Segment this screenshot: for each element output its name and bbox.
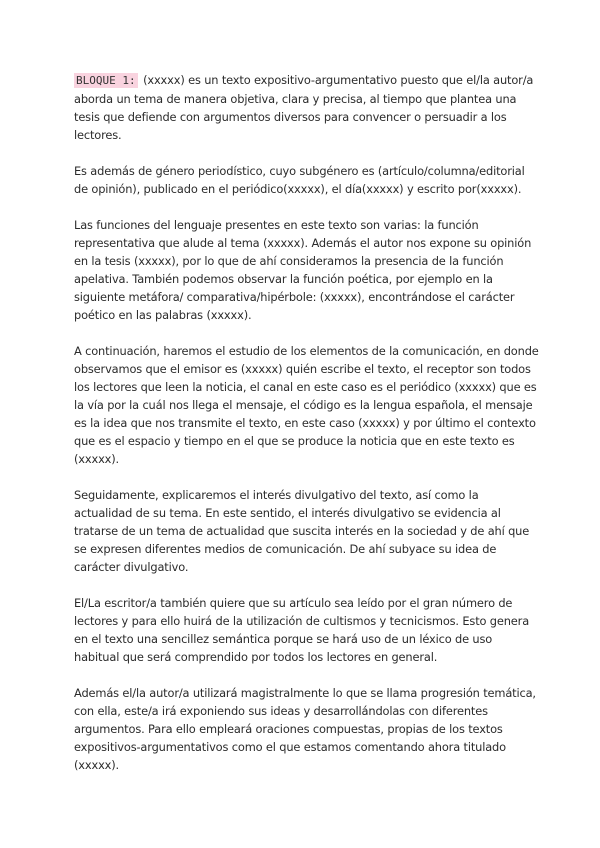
- paragraph-4: A continuación, haremos el estudio de los elementos de la comunicación, en donde observamos que el emisor es (xxxxx) quién escribe el texto, el receptor son todos los lectores que leen la noticia, el canal en este caso es el periódico (xxxxx) que es la vía por la cuál nos llega el mensaje, el código es la lengua española, el mensaje es la idea que nos transmite el texto, en este caso (xxxxx) y por último el contexto que es el espacio y tiempo en el que se produce la noticia que en este texto es (xxxxx).: [74, 344, 539, 466]
- paragraph-1: [74, 71, 540, 144]
- paragraph-2: Es además de género periodístico, cuyo subgénero es (artículo/columna/editorial de opinión), publicado en el periódico(xxxxx), el día(xxxxx) y escrito por(xxxxx).: [74, 164, 525, 196]
- document-page: [74, 71, 540, 792]
- paragraph-7: Además el/la autor/a utilizará magistralmente lo que se llama progresión temática, con ella, este/a irá exponiendo sus ideas y desarrollándolas con diferentes argumentos. Para ello empleará oraciones compuestas, propias de los textos expositivos-argumentativos como el que estamos comentando ahora titulado (xxxxx).: [74, 686, 536, 772]
- paragraph-1-text: (xxxxx) es un texto expositivo-argumentativo puesto que el/la autor/a aborda un tema de manera objetiva, clara y precisa, al tiempo que plantea una tesis que defiende con argumentos diversos para convencer o persuadir a los lectores.: [74, 73, 534, 142]
- block-label: BLOQUE 1:: [76, 74, 136, 87]
- paragraph-6: El/La escritor/a también quiere que su artículo sea leído por el gran número de lectores y para ello huirá de la utilización de cultismos y tecnicismos. Esto genera en el texto una sencillez semántica porque se hará uso de un léxico de uso habitual que será comprendido por todos los lectores en general.: [74, 596, 530, 664]
- paragraph-5: Seguidamente, explicaremos el interés divulgativo del texto, así como la actualidad de su tema. En este sentido, el interés divulgativo se evidencia al tratarse de un tema de actualidad que suscita interés en la sociedad y de ahí que se expresen diferentes medios de comunicación. De ahí subyace su idea de carácter divulgativo.: [74, 488, 530, 574]
- paragraph-3: Las funciones del lenguaje presentes en este texto son varias: la función representativa que alude al tema (xxxxx). Además el autor nos expone su opinión en la tesis (xxxxx), por lo que de ahí consideramos la presencia de la función apelativa. También podemos observar la función poética, por ejemplo en la siguiente metáfora/ comparativa/hipérbole: (xxxxx), encontrándose el carácter poético en las palabras (xxxxx).: [74, 218, 532, 322]
